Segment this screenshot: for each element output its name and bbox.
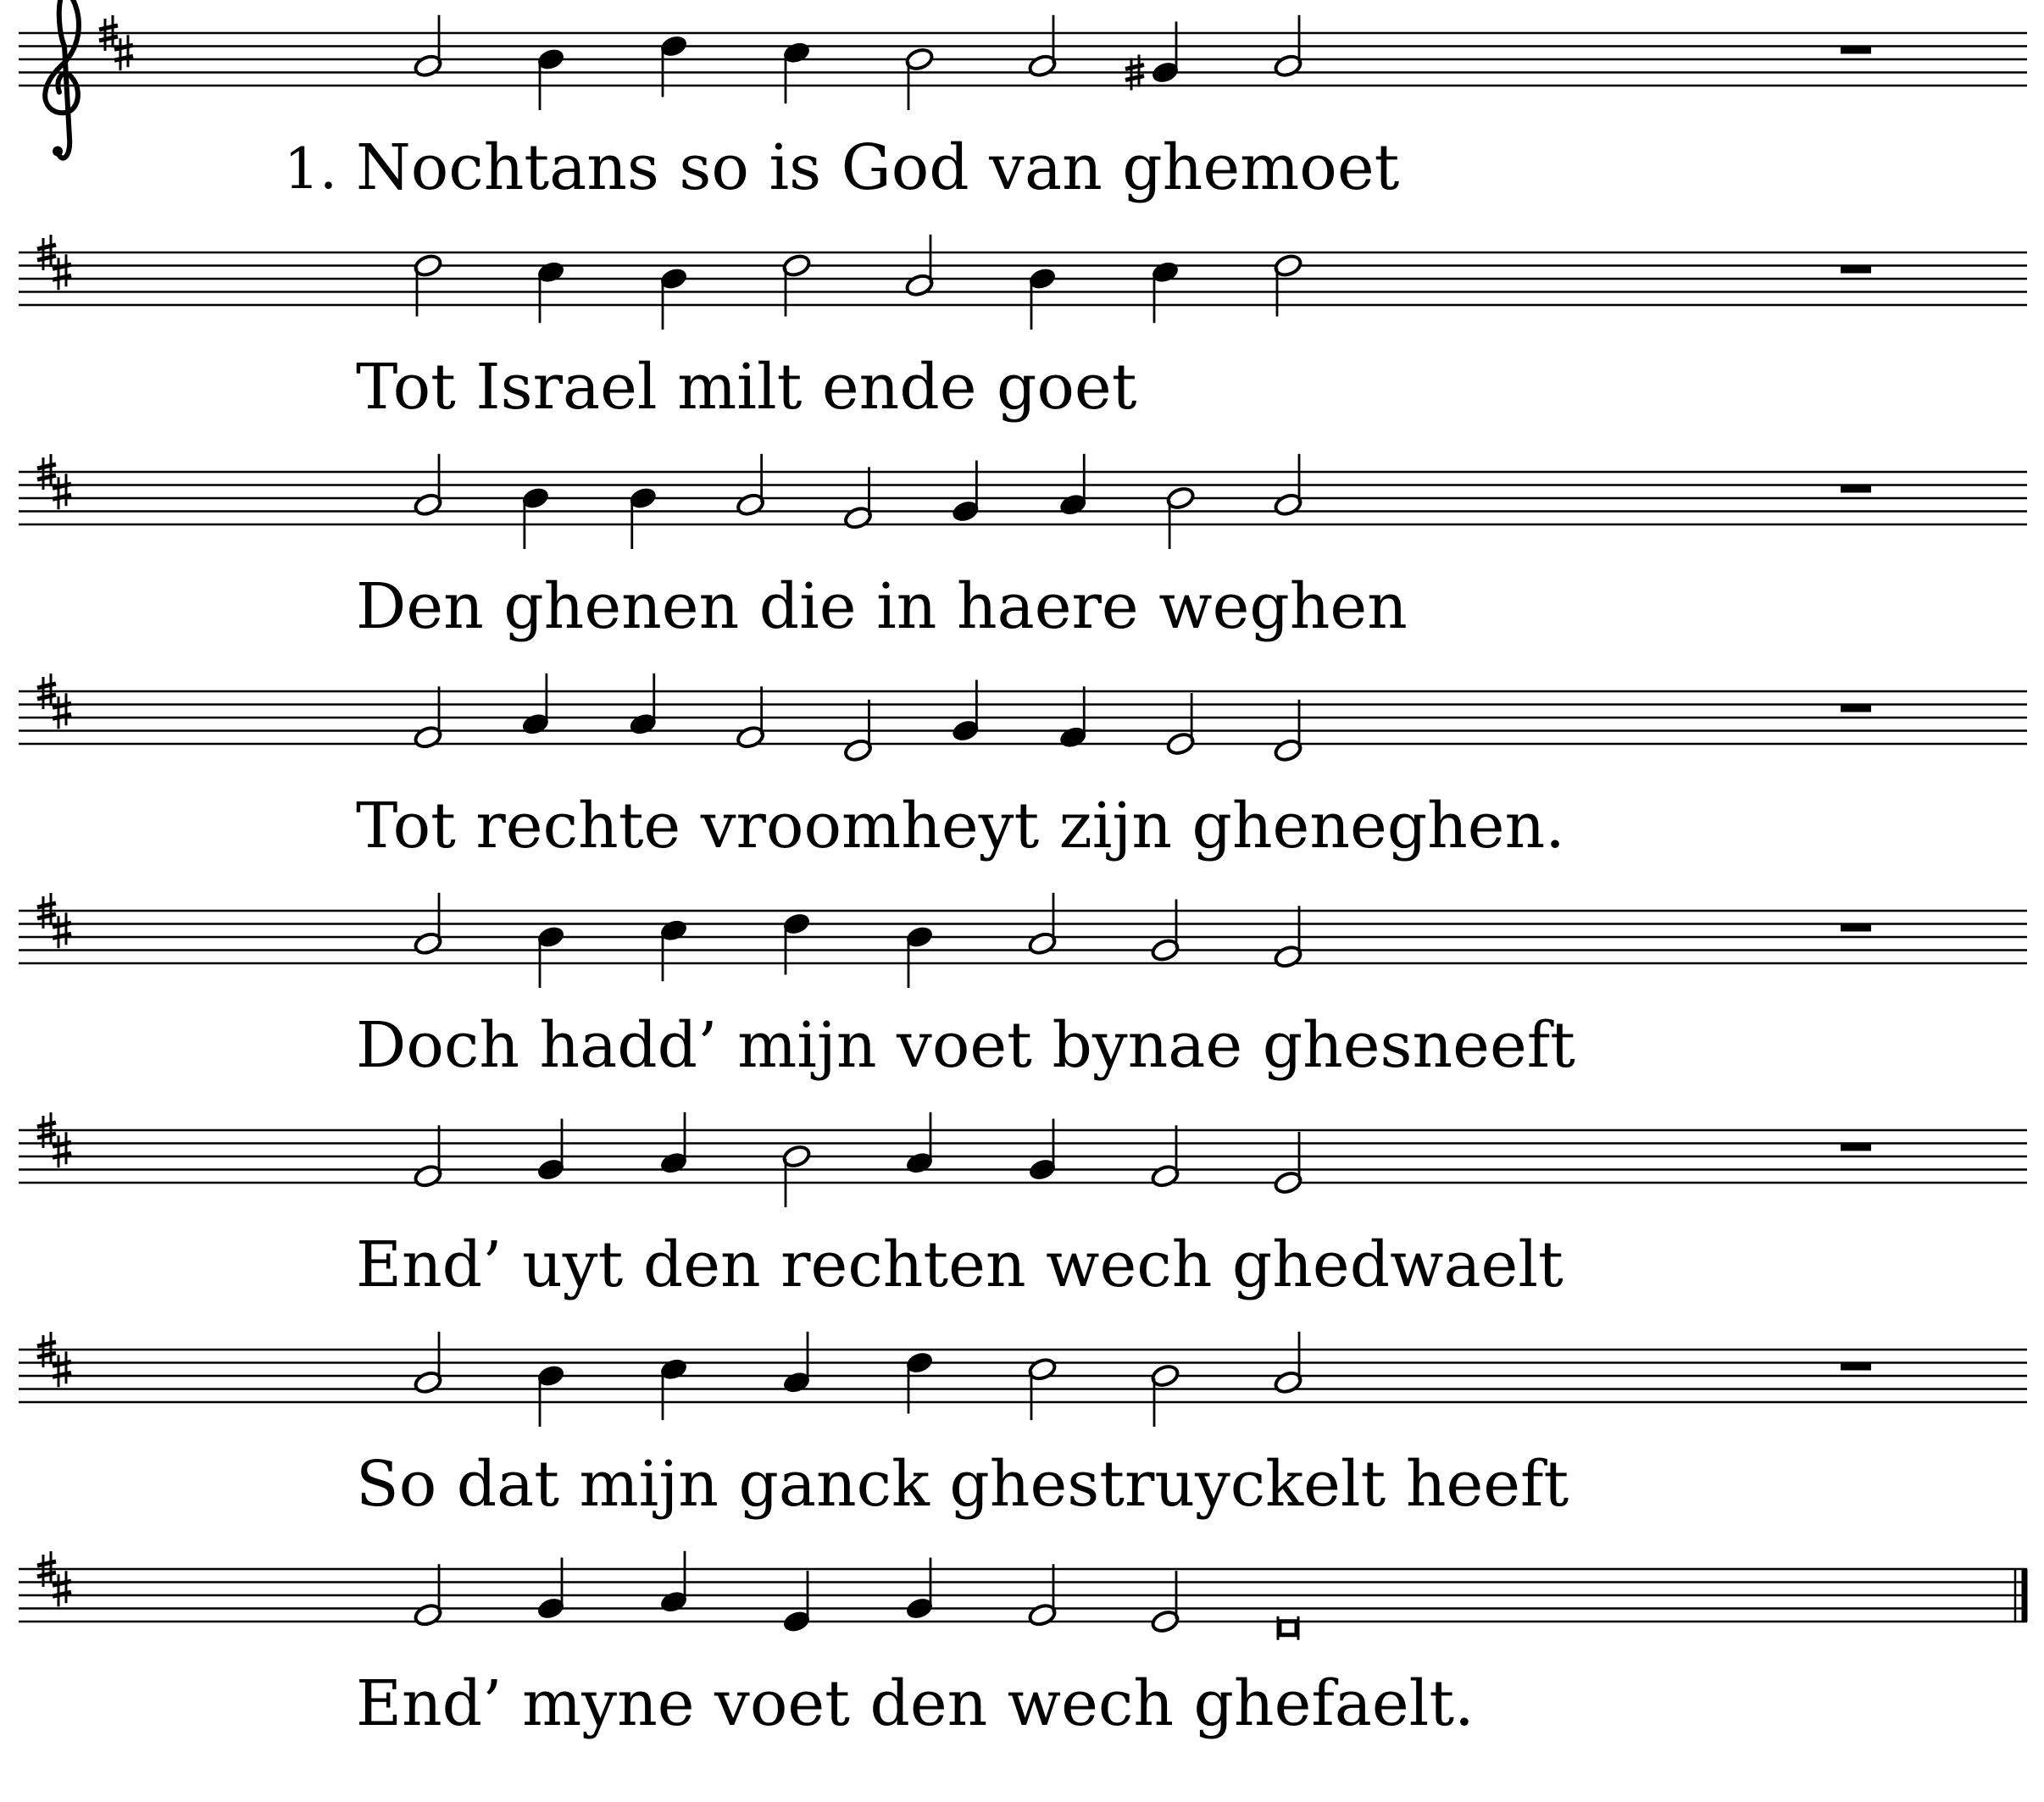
- note: [781, 1144, 811, 1207]
- half-rest: [1841, 265, 1871, 274]
- verse-number: 1.: [284, 136, 337, 202]
- note: [1150, 900, 1180, 963]
- key-sharp-icon-stroke: [37, 256, 56, 260]
- key-sharp-icon-stroke: [37, 1353, 56, 1357]
- breve-notehead: [1280, 1622, 1297, 1635]
- lyric-line: Nochtans so is God van ghemoet: [356, 131, 1400, 204]
- lyric-line: Tot rechte vroomheyt zijn gheneghen.: [356, 790, 1565, 862]
- key-sharp-icon-stroke: [99, 25, 118, 30]
- treble-clef-icon: [45, 0, 79, 158]
- key-sharp-icon-stroke: [99, 36, 118, 41]
- key-sharp-icon-stroke: [37, 914, 56, 918]
- note: [781, 912, 811, 975]
- lyric-line: Doch hadd’ mijn voet bynae ghesneeft: [356, 1009, 1575, 1082]
- staff: [19, 893, 2027, 988]
- staff: [19, 454, 2027, 549]
- staff: [19, 1551, 2027, 1640]
- staff: [19, 235, 2027, 330]
- note: [904, 1350, 934, 1414]
- treble-clef-dot: [53, 147, 63, 157]
- staff: [19, 1332, 2027, 1427]
- note: [536, 1119, 565, 1183]
- half-rest: [1841, 1143, 1871, 1151]
- half-rest: [1841, 46, 1871, 54]
- note: [1027, 1119, 1057, 1183]
- key-sharp-icon-stroke: [37, 695, 56, 699]
- note: [781, 1571, 811, 1634]
- key-sharp-icon-stroke: [37, 1342, 56, 1346]
- half-rest: [1841, 485, 1871, 493]
- lyric-line: End’ myne voet den wech ghefaelt.: [356, 1667, 1475, 1740]
- note: [1273, 1132, 1302, 1195]
- key-sharp-icon-stroke: [37, 464, 56, 469]
- note: [1273, 253, 1302, 317]
- note: [1165, 693, 1195, 757]
- note: [658, 266, 688, 330]
- key-sharp-icon-stroke: [37, 1572, 56, 1577]
- note: [951, 680, 980, 744]
- accidental-sharp-icon-stroke: [1125, 76, 1144, 80]
- key-sharp-icon-stroke: [37, 1561, 56, 1566]
- note: [1150, 1363, 1180, 1427]
- half-rest: [1841, 923, 1871, 932]
- note: [904, 47, 934, 110]
- note: [520, 485, 550, 549]
- note: [781, 253, 811, 317]
- lyric-line: So dat mijn ganck ghestruyckelt heeft: [356, 1448, 1569, 1521]
- note: [904, 924, 934, 988]
- note: [536, 47, 565, 110]
- note: [1125, 22, 1180, 91]
- note: [536, 1363, 565, 1427]
- note: [1165, 485, 1195, 549]
- note: [628, 485, 658, 549]
- key-sharp-icon-stroke: [37, 1134, 56, 1138]
- note: [951, 461, 980, 524]
- accidental-sharp-icon-stroke: [1125, 65, 1144, 69]
- lyric-line: End’ uyt den rechten wech ghedwaelt: [356, 1228, 1564, 1301]
- note: [1278, 1616, 1298, 1640]
- note: [904, 1558, 934, 1622]
- lyric-line: Tot Israel milt ende goet: [356, 351, 1137, 424]
- lyric-line: Den ghenen die in haere weghen: [356, 570, 1408, 643]
- key-sharp-icon-stroke: [37, 475, 56, 480]
- key-sharp-icon-stroke: [37, 1123, 56, 1127]
- note: [536, 1558, 565, 1622]
- note: [536, 924, 565, 988]
- half-rest: [1841, 1362, 1871, 1371]
- note: [1150, 1571, 1180, 1634]
- staff: [19, 1112, 2027, 1207]
- note: [1027, 266, 1057, 330]
- staff: [19, 674, 2027, 763]
- half-rest: [1841, 704, 1871, 712]
- note: [413, 253, 442, 317]
- key-sharp-icon-stroke: [37, 903, 56, 907]
- key-sharp-icon-stroke: [37, 684, 56, 688]
- note: [658, 34, 688, 97]
- key-sharp-icon-stroke: [37, 245, 56, 249]
